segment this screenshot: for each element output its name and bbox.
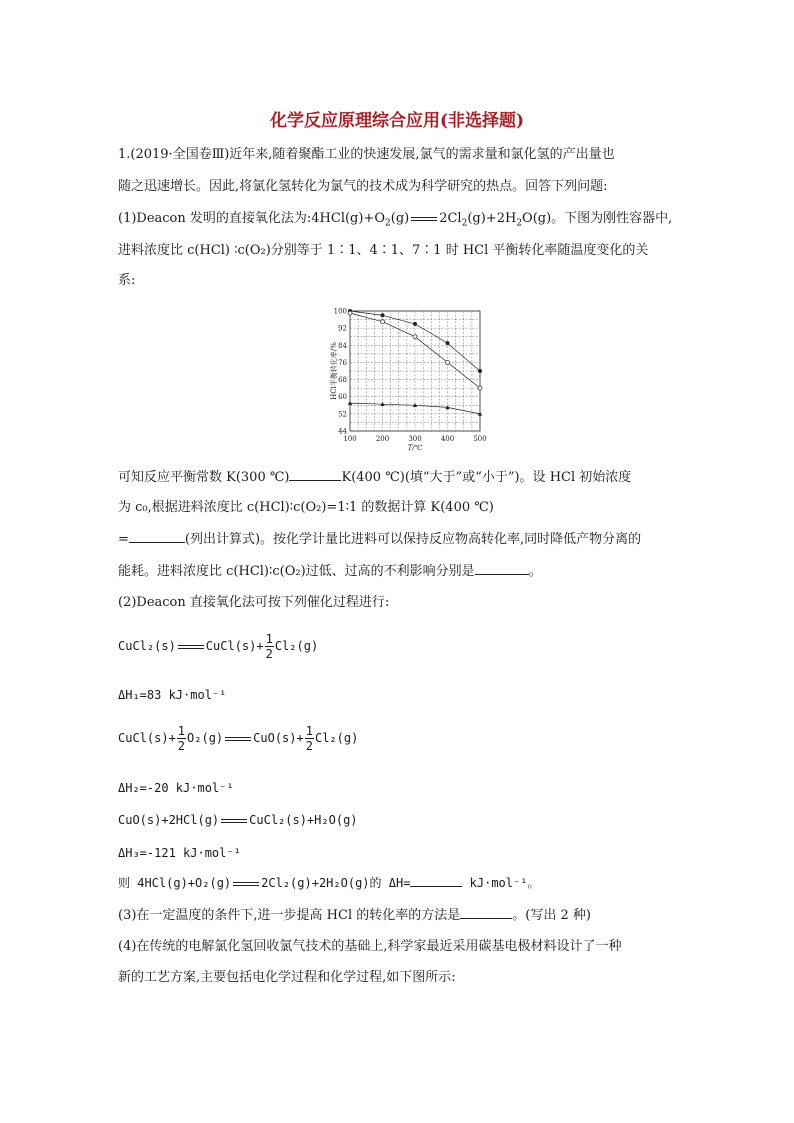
y-tick-label: 52 <box>338 410 347 419</box>
data-point-filled <box>381 313 385 317</box>
fraction-half: $\frac{1}{2}$ <box>305 724 313 753</box>
data-point-filled <box>413 322 417 326</box>
answer-blank-1[interactable] <box>289 468 341 481</box>
x-tick-label: 200 <box>375 435 390 443</box>
equilibrium-sign <box>233 882 259 886</box>
q1-part2-intro: (2)Deacon 直接氧化法可按下列催化过程进行: <box>118 595 390 610</box>
y-tick-label: 92 <box>338 324 347 333</box>
q1-part3: (3)在一定温度的条件下,进一步提高 HCl 的转化率的方法是 。(写出 2 种) <box>118 908 591 923</box>
fraction-half: $\frac{1}{2}$ <box>265 632 273 661</box>
chart-ylabel: HCl平衡转化率/% <box>330 342 338 400</box>
q1-part1-line3: 系: <box>118 273 136 288</box>
x-tick-label: 300 <box>408 435 422 443</box>
y-tick-label: 76 <box>338 358 347 367</box>
data-point-open <box>478 386 482 390</box>
equilibrium-sign <box>411 217 437 221</box>
q1-part1-line2: 进料浓度比 c(HCl) ∶c(O₂)分别等于 1∶1、4∶1、7∶1 时 HCl 平衡转化率随温度变化的关 <box>118 243 649 258</box>
x-tick-label: 400 <box>440 435 455 443</box>
delta-h2: ΔH₂=-20 kJ·mol⁻¹ <box>118 781 234 795</box>
data-point-open <box>413 335 417 339</box>
data-point-filled <box>446 341 450 345</box>
x-tick-label: 100 <box>343 435 357 443</box>
answer-blank-3[interactable] <box>475 562 529 575</box>
q1-after-chart-line4: 能耗。进料浓度比 c(HCl)∶c(O₂)过低、过高的不利影响分别是 。 <box>118 564 542 579</box>
equilibrium-sign <box>178 645 204 649</box>
fraction-half: $\frac{1}{2}$ <box>177 724 186 753</box>
q1-after-chart-line3: = (列出计算式)。按化学计量比进料可以保持反应物高转化率,同时降低产物分离的 <box>118 532 642 547</box>
answer-blank-4[interactable] <box>410 874 462 887</box>
reaction-1: CuCl₂(s) CuCl(s)+ $\frac{1}{2}$ Cl₂(g) <box>118 632 319 661</box>
q1-after-chart-line2: 为 c₀,根据进料浓度比 c(HCl)∶c(O₂)=1∶1 的数据计算 K(400 ℃) <box>118 500 494 515</box>
y-tick-label: 100 <box>333 307 347 316</box>
reaction-2: CuCl(s)+ $\frac{1}{2}$ O₂(g) CuO(s)+ $\frac{1}{2}$ Cl₂(g) <box>118 724 359 753</box>
y-tick-label: 84 <box>338 341 347 350</box>
x-tick-label: 500 <box>473 435 487 443</box>
q1-intro-line2: 随之迅速增长。因此,将氯化氢转化为氯气的技术成为科学研究的热点。回答下列问题: <box>118 179 608 194</box>
hcl-conversion-chart <box>328 303 488 451</box>
y-tick-label: 60 <box>338 393 347 402</box>
y-tick-label: 68 <box>338 376 347 385</box>
answer-blank-2[interactable] <box>129 530 185 543</box>
equilibrium-sign <box>221 819 247 823</box>
data-point-open <box>381 320 385 324</box>
y-tick-label: 44 <box>338 427 347 436</box>
answer-blank-5[interactable] <box>460 906 512 919</box>
reaction-3: CuO(s)+2HCl(g) CuCl₂(s)+H₂O(g) <box>118 813 358 827</box>
delta-h1: ΔH₁=83 kJ·mol⁻¹ <box>118 688 227 702</box>
q1-part1-line1: (1)Deacon 发明的直接氧化法为$:4HCl(g)+O_2(g)$ $2Cl_2(g)+2H_2O(g)$。下图为刚性容器中, <box>118 211 673 229</box>
page-title: 化学反应原理综合应用(非选择题) <box>269 111 525 131</box>
q1-intro-line1: 1.(2019·全国卷Ⅲ)近年来,随着聚酯工业的快速发展,氯气的需求量和氯化氢的产出量也 <box>118 147 615 162</box>
total-reaction: 则 4HCl(g)+O₂(g) 2Cl₂(g)+2H₂O(g)的 ΔH= kJ·mol⁻¹。 <box>118 876 540 890</box>
delta-h3: ΔH₃=-121 kJ·mol⁻¹ <box>118 846 241 860</box>
data-point-open <box>446 360 450 364</box>
q1-after-chart-line1: 可知反应平衡常数 K(300 ℃) K(400 ℃)(填“大于”或“小于”)。设 HCl 初始浓度 <box>118 470 632 485</box>
data-point-open <box>348 311 352 315</box>
q1-part4-line2: 新的工艺方案,主要包括电化学过程和化学过程,如下图所示: <box>118 970 456 985</box>
equilibrium-sign <box>225 737 251 741</box>
q1-part4-line1: (4)在传统的电解氯化氢回收氯气技术的基础上,科学家最近采用碳基电极材料设计了一种 <box>118 939 622 954</box>
chart-grid <box>350 311 480 431</box>
chart-xlabel: T/℃ <box>407 444 423 451</box>
data-point-filled <box>478 369 482 373</box>
